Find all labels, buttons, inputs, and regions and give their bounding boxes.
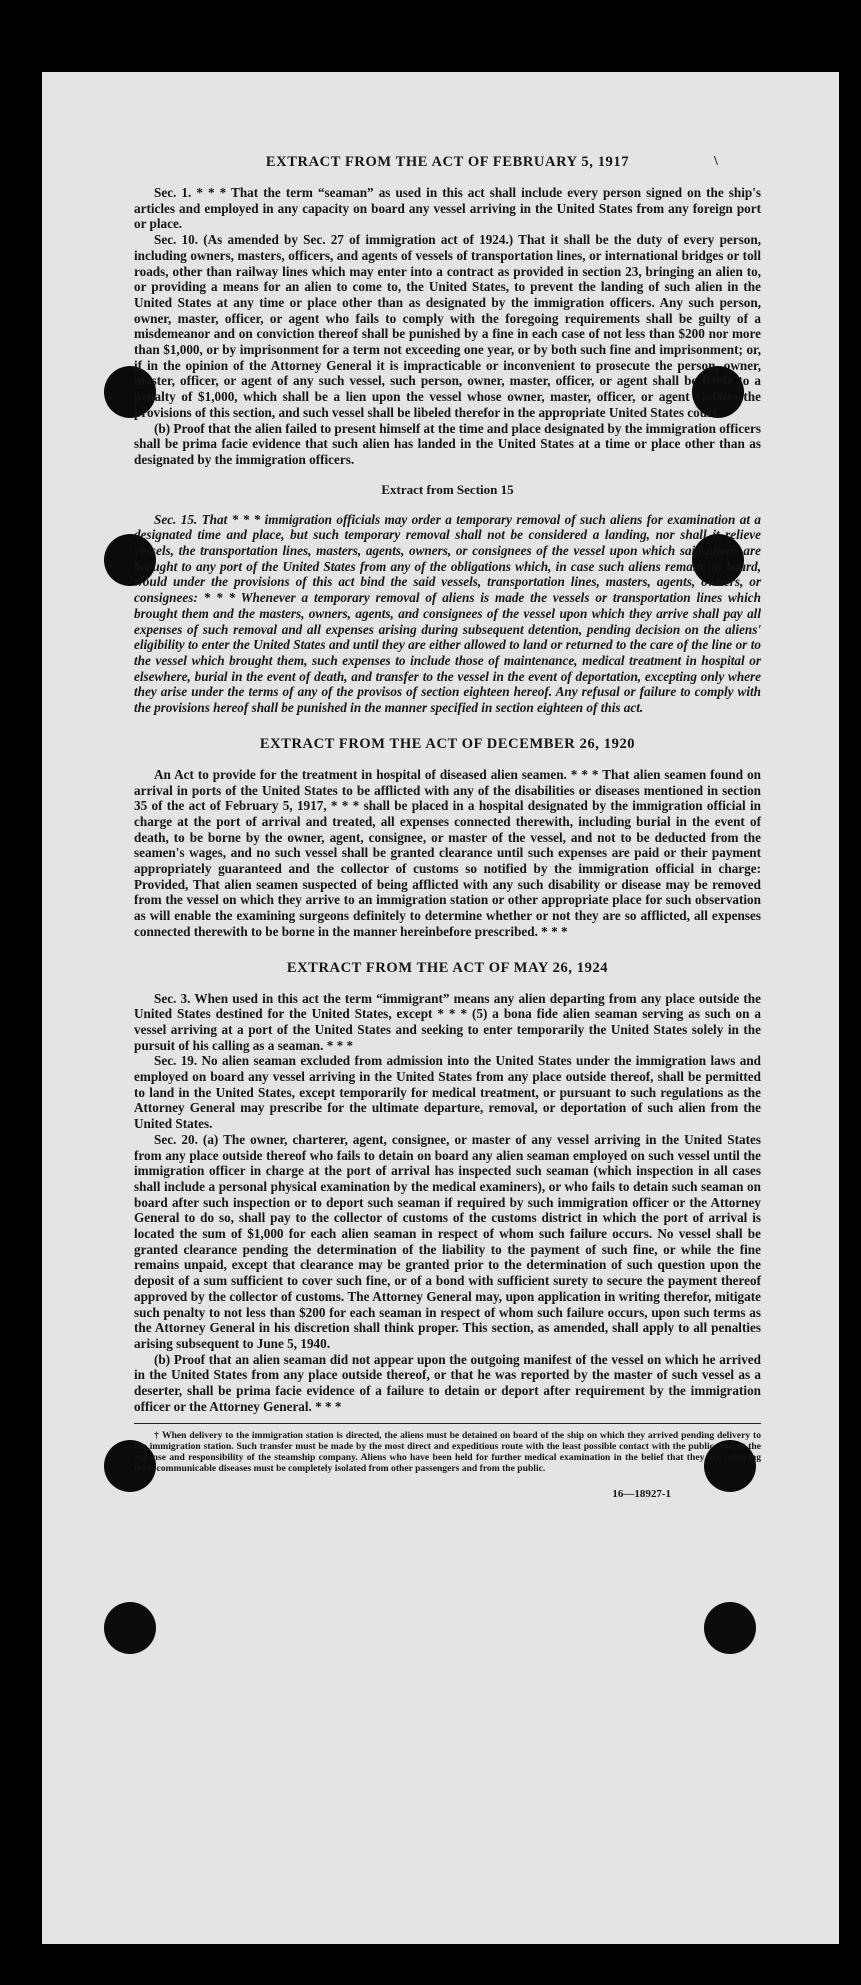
section-1: Sec. 1. * * * That the term “seaman” as used in this act shall include every person signed on the ship's articles and employed in any capacity on board any vessel arriving in the United States from any foreign port or place. <box>134 185 761 232</box>
punch-hole <box>704 1602 756 1654</box>
document-body <box>134 154 761 1500</box>
section-3: Sec. 3. When used in this act the term “immigrant” means any alien departing from any place outside the United States destined for the United States, except * * * (5) a bona fide alien seaman serving as such on a vessel arriving at a port of the United States and seeking to enter temporarily the United States solely in the pursuit of his calling as a seaman. * * * <box>134 990 761 1053</box>
section-15: Sec. 15. That * * * immigration officials may order a temporary removal of such aliens for examination at a designated time and place, but such temporary removal shall not be considered a landing, nor shall it relieve vessels, the transportation lines, masters, agents, owners, or consignees of the vessel upon which said aliens are brought to any port of the United States from any of the obligations which, in case such aliens remain on board, would under the provisions of this act bind the said vessels, transportation lines, masters, agents, owners, or consignees: * * * Whenever a temporary removal of aliens is made the vessels or transportation lines which brought them and the masters, owners, agents, and consignees of the vessel upon which they arrive shall pay all expenses of such removal and all expenses arising during subsequent detention, pending decision on the aliens' eligibility to enter the United States and until they are either allowed to land or returned to the care of the line or to the vessel which brought them, such expenses to include those of maintenance, medical treatment in hospital or elsewhere, burial in the event of death, and transfer to the vessel in the event of deportation, excepting only where they arise under the terms of any of the provisos of section eighteen hereof. Any refusal or failure to comply with the provisions hereof shall be punished in the manner specified in section eighteen of this act. <box>134 511 761 716</box>
title-act-1924: EXTRACT FROM THE ACT OF MAY 26, 1924 <box>286 959 609 976</box>
document-page <box>42 72 839 1944</box>
punch-hole <box>104 1602 156 1654</box>
section-10b: (b) Proof that the alien failed to present himself at the time and place designated by the immigration officers shall be prima facie evidence that such alien has landed in the United States at a time or place other than as designated by the immigration officers. <box>134 420 761 467</box>
section-19: Sec. 19. No alien seaman excluded from admission into the United States under the immigration laws and employed on board any vessel arriving in the United States from any place outside thereof, shall be permitted to land in the United States, except temporarily for medical treatment, or pursuant to such regulations as the Attorney General may prescribe for the ultimate departure, removal, or deportation of such alien from the United States. <box>134 1053 761 1132</box>
footnote-divider <box>134 1423 761 1424</box>
section-10a: Sec. 10. (As amended by Sec. 27 of immigration act of 1924.) That it shall be the duty of every person, including owners, masters, officers, and agents of vessels of transportation lines, or international bridges or toll roads, other than railway lines which may enter into a contract as provided in section 23, bringing an alien to, or providing a means for an alien to come to, the United States, to prevent the landing of such alien in the United States at any time or place other than as designated by the immigration officers. Any such person, owner, master, officer, or agent who fails to comply with the foregoing requirements shall be guilty of a misdemeanor and on conviction thereof shall be punished by a fine in each case of not less than $200 nor more than $1,000, or by imprisonment for a term not exceeding one year, or by both such fine and imprisonment; or, if in the opinion of the Attorney General it is impracticable or inconvenient to prosecute the person, owner, master, officer, or agent of any such vessel, such person, owner, master, officer, or agent shall be liable to a penalty of $1,000, which shall be a lien upon the vessel whose owner, master, officer, or agent violates the provisions of this section, and such vessel shall be libeled therefor in the appropriate United States court. <box>134 232 761 420</box>
section-20b: (b) Proof that an alien seaman did not appear upon the outgoing manifest of the vessel on which he arrived in the United States from any place outside thereof, or that he was reported by the master of such vessel as a deserter, shall be prima facie evidence of a failure to detain or deport after requirement by the immigration officer or the Attorney General. * * * <box>134 1351 761 1414</box>
section-20a: Sec. 20. (a) The owner, charterer, agent, consignee, or master of any vessel arriving in the United States from any place outside thereof who fails to detain on board any alien seaman employed on such vessel until the immigration officer in charge at the port of arrival has inspected such seaman (which inspection in all cases shall include a personal physical examination by the medical examiners), or who fails to detain such seaman on board after such inspection or to deport such seaman if required by such immigration officer or the Attorney General to do so, shall pay to the collector of customs of the customs district in which the port of arrival is located the sum of $1,000 for each alien seaman in respect of whom such failure occurs. No vessel shall be granted clearance pending the determination of the liability to the payment of such fine, or while the fine remains unpaid, except that clearance may be granted prior to the determination of such question upon the deposit of a sum sufficient to cover such fine, or of a bond with sufficient surety to secure the payment thereof approved by the collector of customs. The Attorney General may, upon application in writing therefor, mitigate such penalty to not less than $200 for each seaman in respect of whom such failure occurs, upon such terms as the Attorney General in his discretion shall think proper. This section, as amended, shall apply to all penalties arising subsequent to June 5, 1940. <box>134 1131 761 1351</box>
act-1920-text: An Act to provide for the treatment in hospital of diseased alien seamen. * * * That alien seamen found on arrival in ports of the United States to be afflicted with any of the disabilities or diseases mentioned in section 35 of the act of February 5, 1917, * * * shall be placed in a hospital designated by the immigration official in charge at the port of arrival and treated, all expenses connected therewith, including burial in the event of death, to be borne by the owner, agent, consignee, or master of the vessel, and not to be deducted from the seamen's wages, and no such vessel shall be granted clearance until such expenses are paid or their payment appropriately guaranteed and the collector of customs so notified by the immigration official in charge: Provided, That alien seamen suspected of being afflicted with any such disability or disease may be removed from the vessel on which they arrive to an immigration station or other appropriate place for such observation as will enable the examining surgeons definitely to determine whether or not they are so afflicted, all expenses connected therewith to be borne in the manner hereinbefore prescribed. * * * <box>134 766 761 939</box>
stray-mark: \ <box>714 154 718 169</box>
footnote: † When delivery to the immigration station is directed, the aliens must be detained on board of the ship on which they arrived pending delivery to the immigration station. Such transfer must be made by the most direct and expeditious route with the least possible contact with the public, and at the expense and responsibility of the steamship company. Aliens who have been held for further medical examination in the belief that they are suffering from communicable diseases must be completely isolated from other passengers and from the public. <box>134 1429 761 1475</box>
title-act-1920: EXTRACT FROM THE ACT OF DECEMBER 26, 1920 <box>259 735 636 752</box>
title-act-1917: EXTRACT FROM THE ACT OF FEBRUARY 5, 1917 <box>265 154 630 170</box>
form-number: 16—18927-1 <box>612 1488 671 1501</box>
title-section-15: Extract from Section 15 <box>381 481 514 497</box>
